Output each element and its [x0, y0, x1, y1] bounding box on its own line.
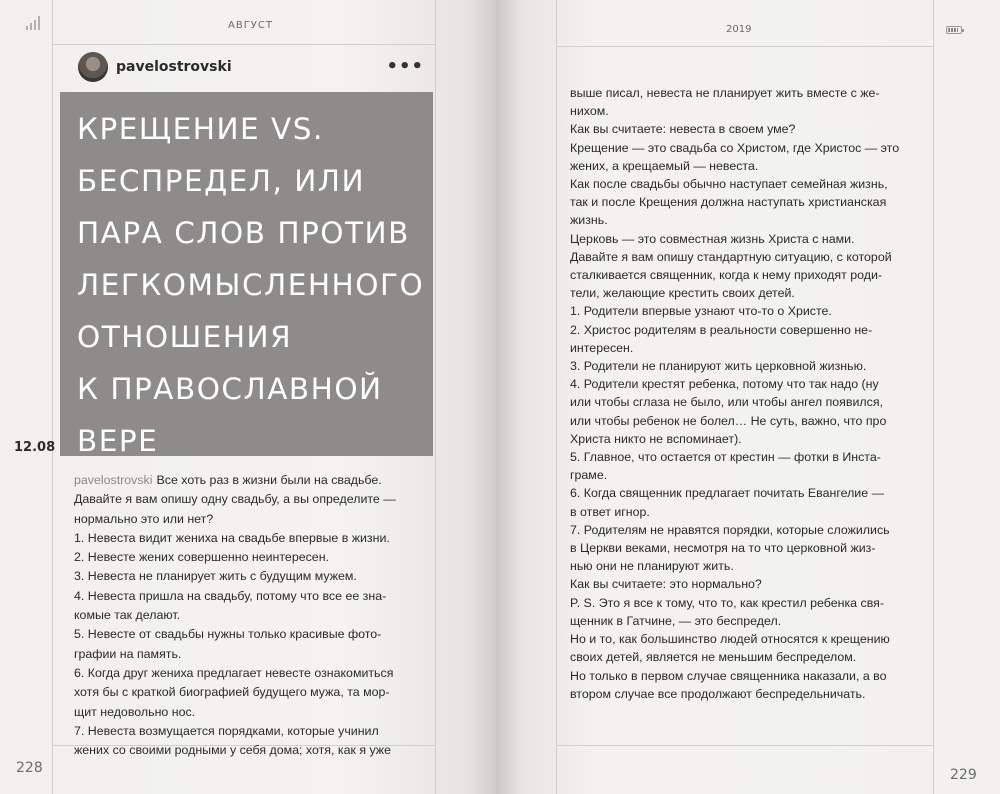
margin-line — [933, 0, 934, 794]
post-header — [78, 52, 428, 84]
text-line: P. S. Это я все к тому, что то, как крестил ребенка свя- — [570, 595, 884, 610]
header-rule — [52, 44, 436, 45]
caption-line: 2. Невесте жених совершенно неинтересен. — [74, 550, 329, 565]
text-line: 3. Родители не планируют жить церковной жизнью. — [570, 359, 867, 374]
year-label: 2019 — [726, 24, 752, 35]
title-line: БЕСПРЕДЕЛ, ИЛИ — [77, 164, 366, 198]
text-line: 1. Родители впервые узнают что-то о Христе. — [570, 304, 832, 319]
text-line: втором случае все продолжают беспредельничать. — [570, 686, 866, 701]
text-line: в Церкви веками, несмотря на то что церковной жиз- — [570, 541, 876, 556]
text-line: в ответ игнор. — [570, 504, 650, 519]
post-image — [60, 92, 433, 456]
text-line: Как вы считаете: это нормально? — [570, 577, 762, 592]
text-line: Но и то, как большинство людей относятся к крещению — [570, 632, 890, 647]
caption-line: 1. Невеста видит жениха на свадьбе впервые в жизни. — [74, 530, 390, 545]
text-line: Как после свадьбы обычно наступает семейная жизнь, — [570, 177, 888, 192]
month-label: АВГУСТ — [228, 20, 273, 31]
caption-line: 6. Когда друг жениха предлагает невесте ознакомиться — [74, 665, 394, 680]
text-line: выше писал, невеста не планирует жить вместе с же- — [570, 86, 880, 100]
caption-line: графии на память. — [74, 646, 182, 661]
page-number: 228 — [16, 760, 43, 776]
article-continuation — [570, 84, 930, 703]
post-caption — [74, 471, 434, 760]
post-username[interactable]: pavelostrovski — [116, 59, 232, 75]
text-line: жизнь. — [570, 213, 608, 228]
more-icon[interactable]: ••• — [386, 56, 424, 77]
title-line: ПАРА СЛОВ ПРОТИВ — [77, 216, 410, 250]
title-line: ОТНОШЕНИЯ — [77, 320, 293, 354]
title-line: ЛЕГКОМЫСЛЕННОГО — [77, 268, 425, 302]
text-line: Но только в первом случае священника наказали, а во — [570, 668, 887, 683]
signal-icon — [26, 16, 42, 30]
page-number: 229 — [950, 767, 977, 783]
text-line: интересен. — [570, 340, 634, 355]
title-line: КРЕЩЕНИЕ VS. — [77, 112, 324, 146]
caption-line: хотя бы с краткой биографией будущего мужа, та мор- — [74, 685, 390, 700]
text-line: Как вы считаете: невеста в своем уме? — [570, 122, 796, 137]
caption-line: нормально это или нет? — [74, 511, 214, 526]
caption-line: 4. Невеста пришла на свадьбу, потому что все ее зна- — [74, 588, 387, 603]
text-line: нихом. — [570, 104, 609, 119]
caption-line — [74, 471, 434, 490]
right-page — [496, 0, 1000, 794]
battery-icon — [946, 26, 962, 34]
text-line: или чтобы ребенок не болел… Не суть, важно, что про — [570, 413, 887, 428]
avatar[interactable] — [78, 52, 108, 82]
text-line: 6. Когда священник предлагает почитать Евангелие — — [570, 486, 884, 501]
caption-line: жених со своими родными у себя дома; хотя, как я уже — [74, 743, 391, 758]
text-line: или чтобы сглаза не было, или чтобы ангел появился, — [570, 395, 883, 410]
text-line: нью они не планируют жить. — [570, 559, 734, 574]
text-line: Давайте я вам опишу стандартную ситуацию, с которой — [570, 249, 892, 264]
text-line: 4. Родители крестят ребенка, потому что так надо (ну — [570, 377, 879, 392]
header-rule — [556, 46, 934, 47]
title-line: К ПРАВОСЛАВНОЙ — [77, 372, 383, 406]
text-line: 2. Христос родителям в реальности совершенно не- — [570, 322, 873, 337]
text-line: так и после Крещения должна наступать христианская — [570, 195, 887, 210]
caption-line: 3. Невеста не планирует жить с будущим мужем. — [74, 569, 357, 584]
text-line: 7. Родителям не нравятся порядки, которые сложились — [570, 522, 890, 537]
margin-line — [52, 0, 53, 794]
text-line: сталкивается священник, когда к нему приходят роди- — [570, 268, 883, 283]
caption-line: щит недовольно нос. — [74, 704, 196, 719]
date-marker: 12.08 — [14, 440, 56, 455]
margin-line — [556, 0, 557, 794]
footer-rule — [556, 745, 934, 746]
text-line: Церковь — это совместная жизнь Христа с нами. — [570, 231, 855, 246]
caption-line: комые так делают. — [74, 608, 181, 623]
margin-line — [435, 0, 436, 794]
left-page — [0, 0, 496, 794]
text-line: 5. Главное, что остается от крестин — фотки в Инста- — [570, 450, 881, 465]
text-line: Христа никто не вспоминает). — [570, 431, 742, 446]
caption-first-line: Все хоть раз в жизни были на свадьбе. — [156, 473, 382, 487]
text-line: щенник в Гатчине, — это беспредел. — [570, 613, 782, 628]
title-line: ВЕРЕ — [77, 424, 159, 458]
text-line: Крещение — это свадьба со Христом, где Христос — это — [570, 140, 900, 155]
text-line: своих детей, является не меньшим беспределом. — [570, 650, 857, 665]
text-line: граме. — [570, 468, 608, 483]
text-line: жених, а крещаемый — невеста. — [570, 158, 759, 173]
caption-username[interactable]: pavelostrovski — [74, 473, 153, 487]
text-line: тели, желающие крестить своих детей. — [570, 286, 795, 301]
caption-line: 5. Невесте от свадьбы нужны только красивые фото- — [74, 627, 382, 642]
caption-line: 7. Невеста возмущается порядками, которые учинил — [74, 723, 379, 738]
caption-line: Давайте я вам опишу одну свадьбу, а вы определите — — [74, 492, 396, 507]
post-image-title — [60, 92, 433, 467]
